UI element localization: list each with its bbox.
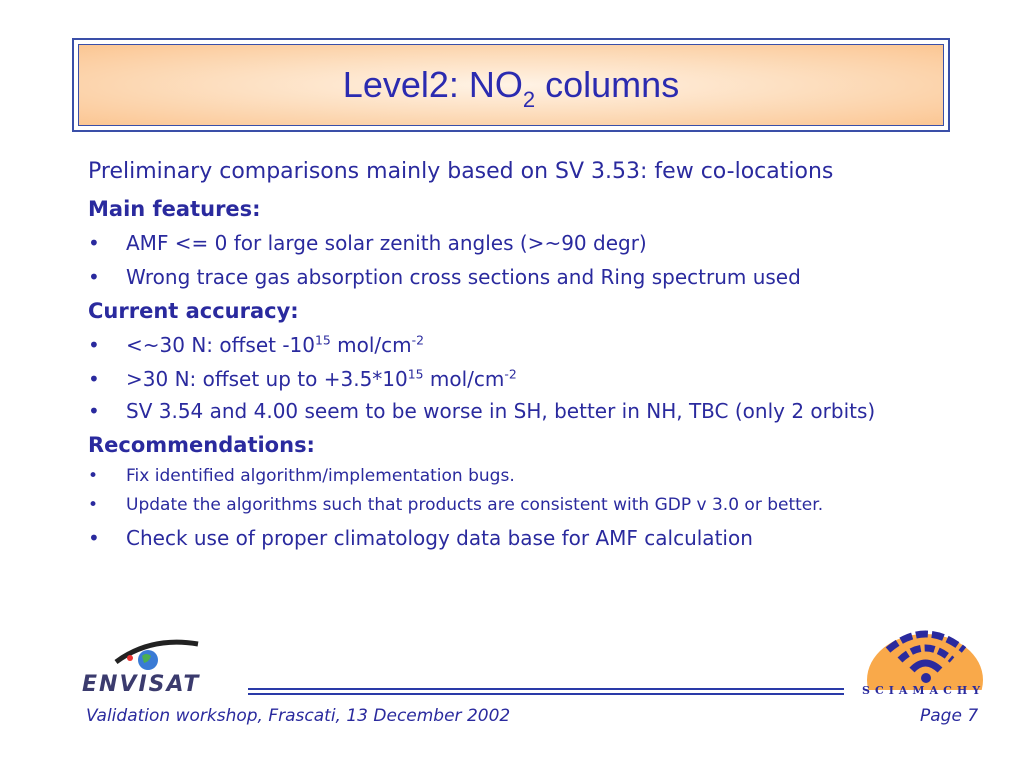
title-main: Level2: NO	[342, 64, 523, 105]
bullet-marker: •	[88, 526, 100, 550]
sciamachy-logo	[860, 616, 990, 690]
bullet-marker: •	[88, 495, 99, 515]
exponent: 15	[314, 332, 331, 348]
envisat-wordmark: ENVISAT	[82, 672, 201, 697]
logo-dot	[127, 655, 133, 661]
bullet-text: SV 3.54 and 4.00 seem to be worse in SH, better in NH, TBC (only 2 orbits)	[126, 399, 876, 423]
bullet-item	[88, 521, 988, 555]
exponent: 15	[407, 366, 424, 382]
bullet-text: AMF <= 0 for large solar zenith angles (>~90 degr)	[126, 231, 647, 255]
title-rest: columns	[535, 64, 680, 105]
exponent: -2	[504, 366, 517, 382]
bullet-marker: •	[88, 231, 100, 255]
page-title	[342, 64, 680, 112]
bullet-marker: •	[88, 367, 100, 391]
bullet-marker: •	[88, 399, 100, 423]
title-frame	[72, 38, 950, 132]
footer-rule-bottom	[248, 693, 844, 695]
bullet-item	[88, 226, 988, 260]
title-subscript: 2	[522, 87, 536, 112]
bullet-text: >30 N: offset up to +3.5*10	[126, 367, 408, 391]
bullet-item	[88, 362, 988, 396]
wave-origin-dot	[921, 673, 931, 683]
bullet-marker: •	[88, 466, 99, 486]
bullet-marker: •	[88, 333, 100, 357]
heading-recommendations: Recommendations:	[88, 433, 315, 457]
bullet-item	[88, 260, 988, 294]
sciamachy-wordmark: SCIAMACHY	[862, 684, 986, 697]
heading-current-accuracy: Current accuracy:	[88, 299, 299, 323]
footer-event: Validation workshop, Frascati, 13 December 2002	[86, 706, 511, 726]
heading-main-features: Main features:	[88, 197, 261, 221]
bullet-marker: •	[88, 265, 100, 289]
bullet-text: <~30 N: offset -10	[126, 333, 315, 357]
title-background	[78, 44, 944, 126]
bullet-item	[88, 490, 936, 521]
bullet-text: Wrong trace gas absorption cross sections and Ring spectrum used	[126, 265, 801, 289]
bullet-text: Fix identified algorithm/implementation bugs.	[126, 466, 515, 486]
slide-body	[88, 152, 988, 555]
exponent: -2	[411, 332, 424, 348]
unit-text: mol/cm	[423, 367, 505, 391]
footer-rule-top	[248, 688, 844, 690]
bullet-item	[88, 396, 956, 428]
intro-text: Preliminary comparisons mainly based on SV 3.53: few co-locations	[88, 159, 834, 184]
unit-text: mol/cm	[330, 333, 412, 357]
bullet-text: Check use of proper climatology data base for AMF calculation	[126, 526, 753, 550]
bullet-item	[88, 328, 988, 362]
bullet-item	[88, 462, 988, 490]
bullet-text: Update the algorithms such that products are consistent with GDP v 3.0 or better.	[126, 495, 824, 515]
footer-page-number: Page 7	[920, 706, 979, 726]
